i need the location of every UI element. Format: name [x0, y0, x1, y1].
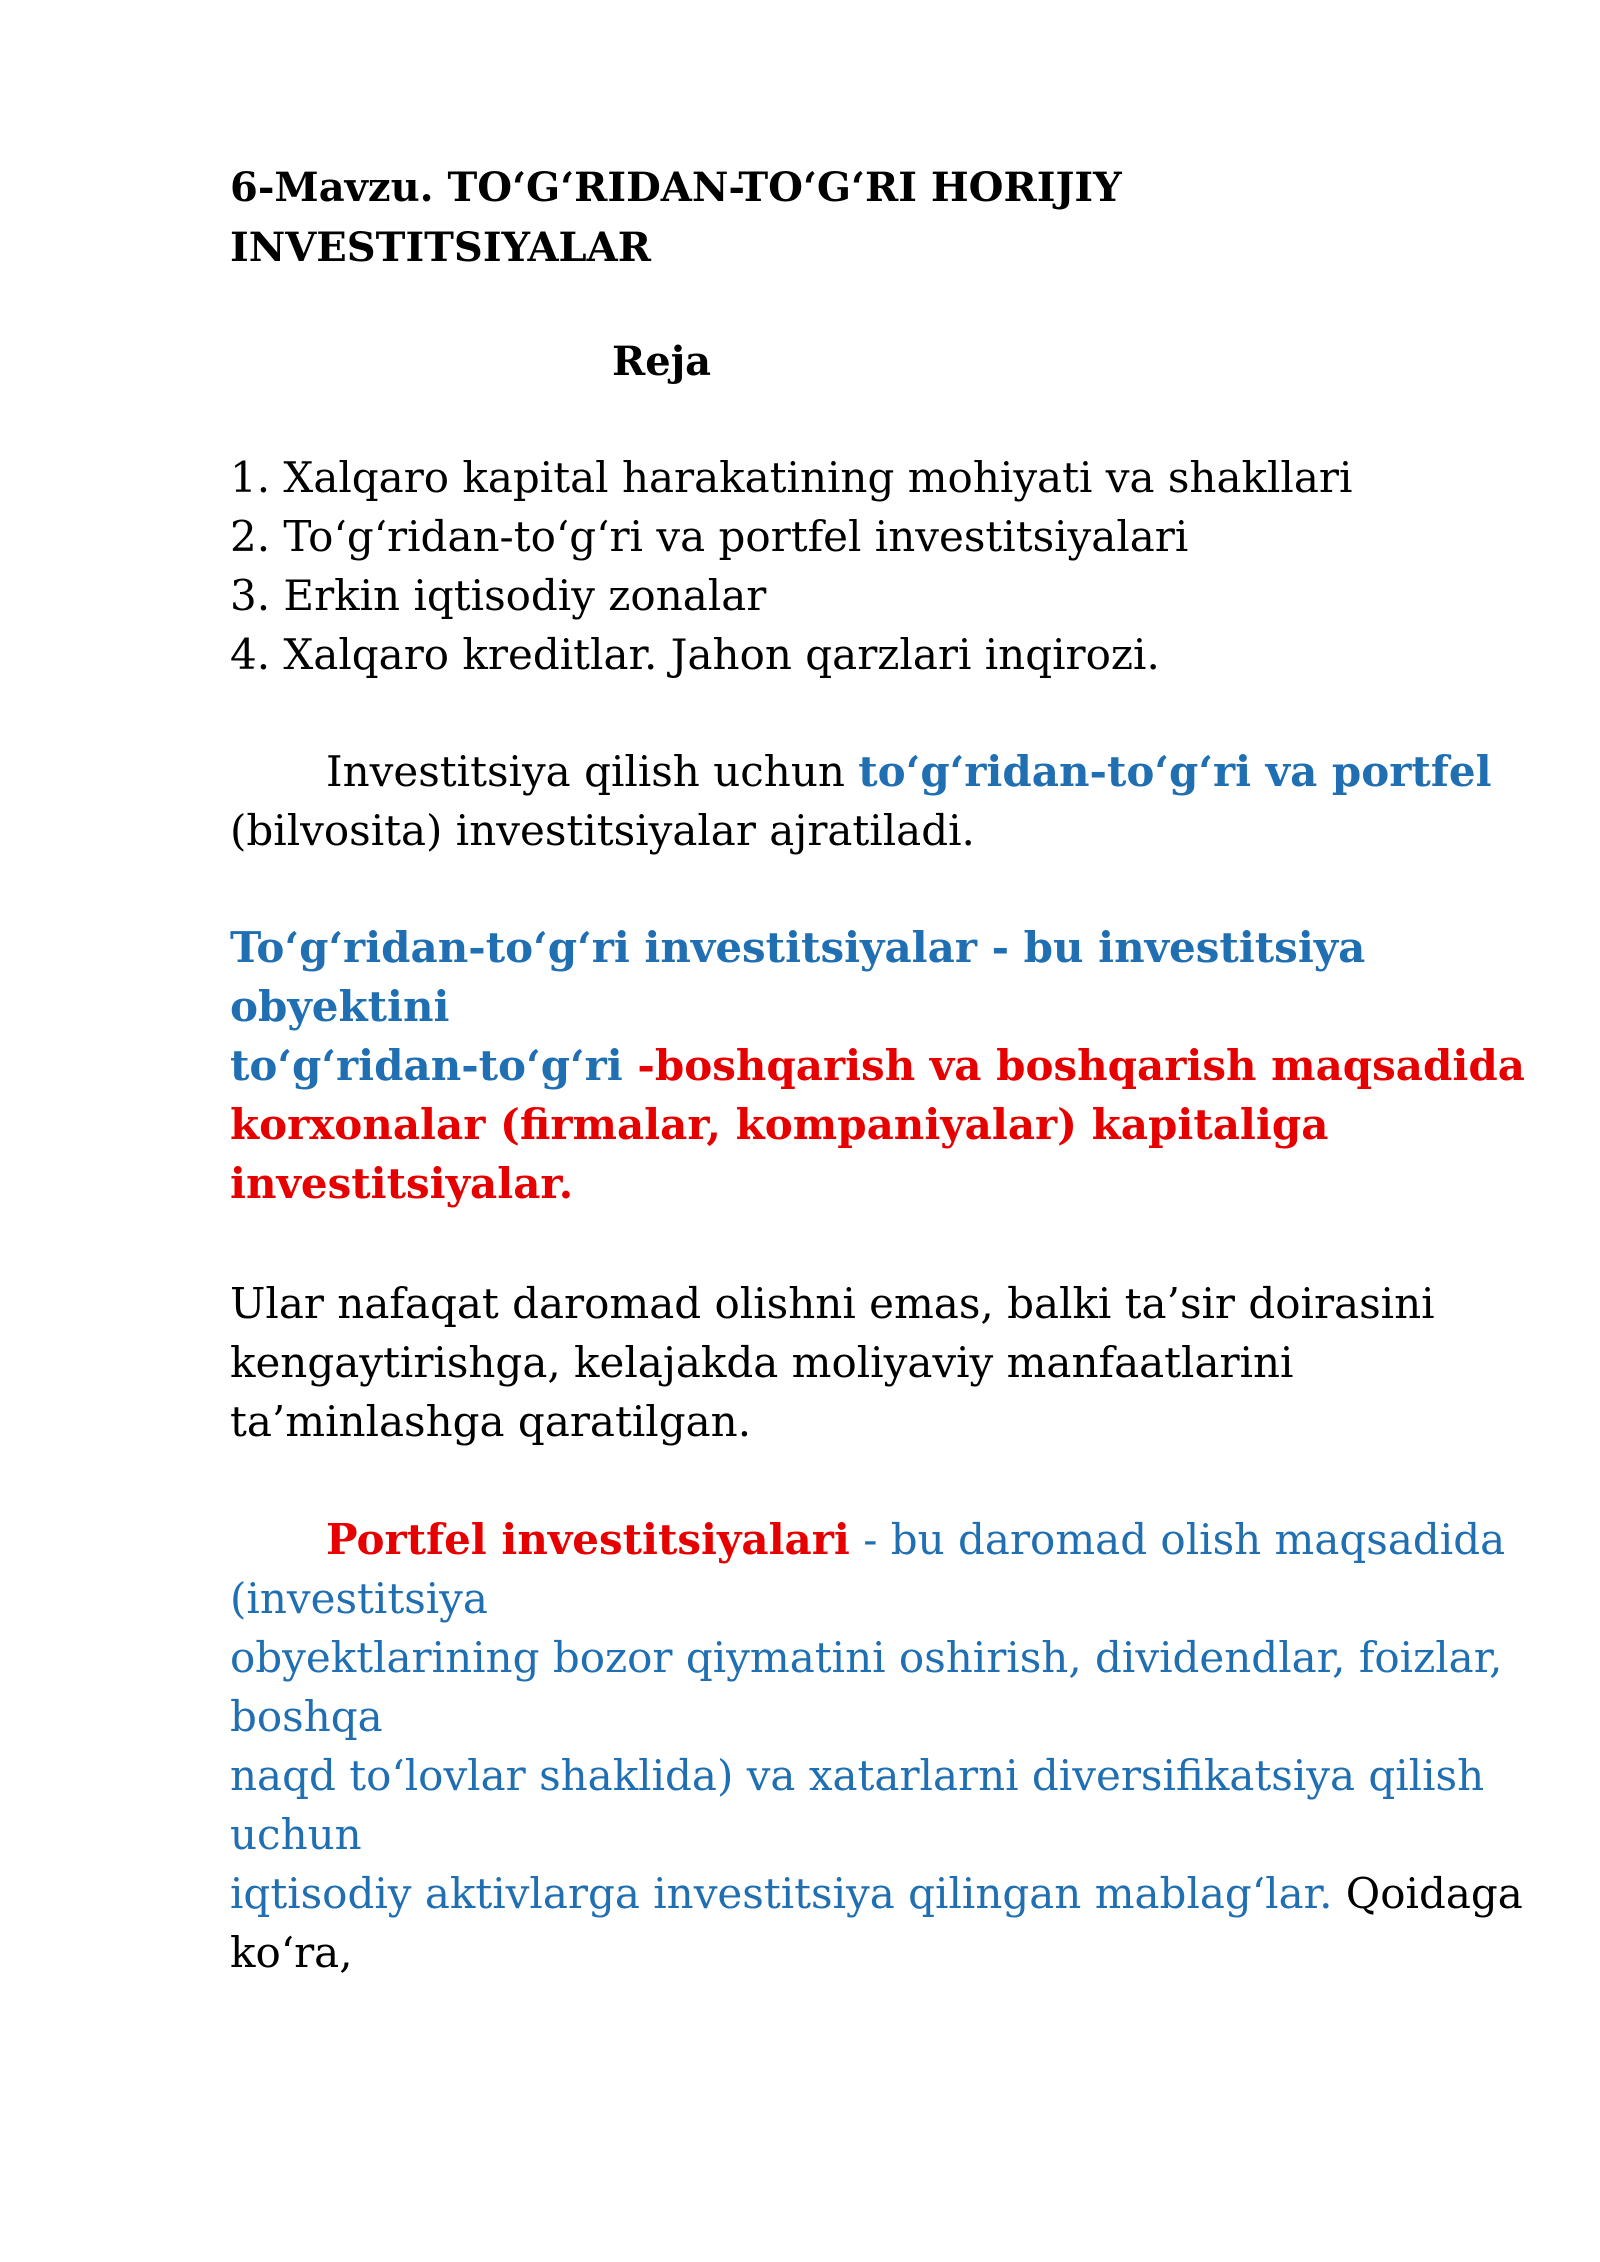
- plan-item: 1. Xalqaro kapital harakatining mohiyati va shakllari: [230, 453, 1353, 502]
- purpose-line-2: kengaytirishga, kelajakda moliyaviy manfaatlarini: [230, 1338, 1294, 1387]
- definition-line-3-blue: to‘g‘ridan-to‘g‘ri: [230, 1041, 638, 1090]
- intro-lead-text: Investitsiya qilish uchun: [326, 747, 859, 796]
- paragraph-purpose: [230, 1274, 1530, 1451]
- portfolio-line-8: ko‘ra,: [230, 1928, 353, 1977]
- portfolio-line-6: uchun: [230, 1810, 362, 1859]
- intro-line-2: (bilvosita) investitsiyalar ajratiladi.: [230, 806, 975, 855]
- portfolio-line-7: iqtisodiy aktivlarga investitsiya qilingan mablag‘lar.: [230, 1869, 1333, 1918]
- topic-heading-line-1: 6-Mavzu. TO‘G‘RIDAN-TO‘G‘RI HORIJIY: [230, 164, 1122, 211]
- plan-item: 2. To‘g‘ridan-to‘g‘ri va portfel investitsiyalari: [230, 512, 1189, 561]
- paragraph-portfolio-investment-definition: [230, 1510, 1530, 1982]
- plan-item: 4. Xalqaro kreditlar. Jahon qarzlari inqirozi.: [230, 630, 1160, 679]
- definition-line-5: investitsiyalar.: [230, 1159, 574, 1208]
- portfolio-term: Portfel investitsiyalari: [326, 1515, 850, 1564]
- portfolio-tail-text: Qoidaga: [1332, 1869, 1523, 1918]
- portfolio-line-3: obyektlarining bozor qiymatini oshirish, dividendlar, foizlar,: [230, 1633, 1503, 1682]
- purpose-line-3: ta’minlashga qaratilgan.: [230, 1397, 752, 1446]
- definition-line-1: To‘g‘ridan-to‘g‘ri investitsiyalar - bu investitsiya: [230, 923, 1366, 972]
- portfolio-line-4: boshqa: [230, 1692, 383, 1741]
- definition-line-4: korxonalar (firmalar, kompaniyalar) kapitaliga: [230, 1100, 1329, 1149]
- intro-highlight-text: to‘g‘ridan-to‘g‘ri va portfel: [858, 747, 1492, 796]
- plan-list: [230, 448, 1352, 684]
- portfolio-line-2: (investitsiya: [230, 1574, 488, 1623]
- portfolio-line-1: - bu daromad olish maqsadida: [849, 1515, 1506, 1564]
- definition-line-2: obyektini: [230, 982, 450, 1031]
- purpose-line-1: Ular nafaqat daromad olishni emas, balki ta’sir doirasini: [230, 1279, 1435, 1328]
- topic-heading-line-2: INVESTITSIYALAR: [230, 224, 651, 271]
- portfolio-line-5: naqd to‘lovlar shaklida) va xatarlarni diversifikatsiya qilish: [230, 1751, 1485, 1800]
- topic-heading: [230, 158, 1430, 278]
- definition-line-3-red: -boshqarish va boshqarish maqsadida: [637, 1041, 1525, 1090]
- plan-title: Reja: [612, 338, 712, 385]
- paragraph-direct-investment-definition: [230, 918, 1530, 1213]
- plan-item: 3. Erkin iqtisodiy zonalar: [230, 571, 767, 620]
- paragraph-intro: [230, 742, 1530, 860]
